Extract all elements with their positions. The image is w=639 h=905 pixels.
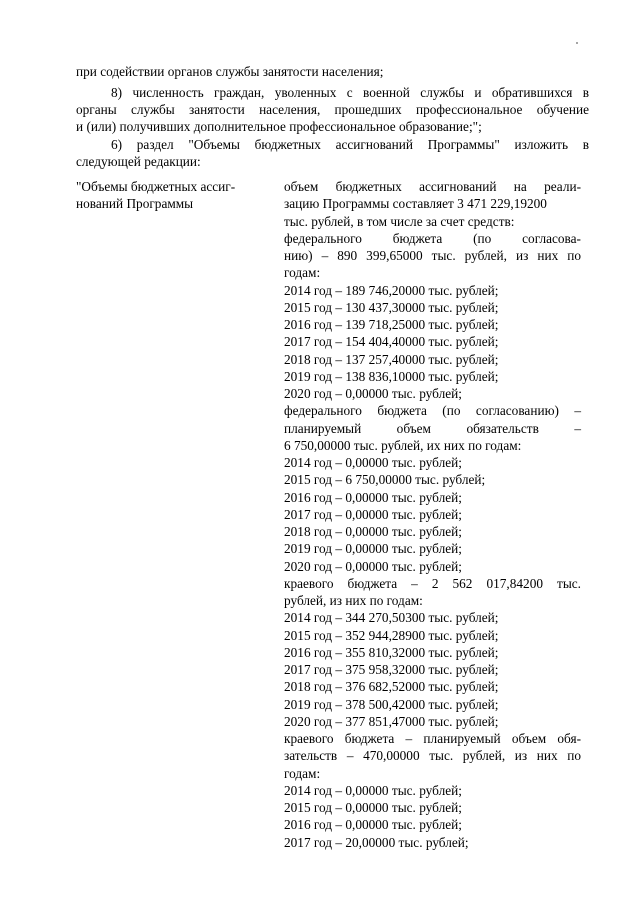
budget-line: 2016 год – 0,00000 тыс. рублей; <box>284 490 462 505</box>
budget-line: зательств – 470,00000 тыс. рублей, из них по <box>284 748 581 763</box>
budget-line: 6 750,00000 тыс. рублей, их них по годам: <box>284 438 522 453</box>
budget-line: 2020 год – 0,00000 тыс. рублей; <box>284 559 462 574</box>
budget-line: 2015 год – 130 437,30000 тыс. рублей; <box>284 300 499 315</box>
budget-line: 2018 год – 376 682,52000 тыс. рублей; <box>284 679 499 694</box>
budget-line: краевого бюджета – планируемый объем обя- <box>284 731 581 746</box>
budget-line: 2017 год – 0,00000 тыс. рублей; <box>284 507 462 522</box>
budget-line: 2018 год – 137 257,40000 тыс. рублей; <box>284 352 499 367</box>
budget-line: 2018 год – 0,00000 тыс. рублей; <box>284 524 462 539</box>
budget-line: годам: <box>284 265 321 280</box>
budget-line: 2019 год – 138 836,10000 тыс. рублей; <box>284 369 499 384</box>
budget-line: тыс. рублей, в том числе за счет средств: <box>284 214 515 229</box>
budget-line: 2014 год – 0,00000 тыс. рублей; <box>284 783 462 798</box>
budget-label-line-2: нований Программы <box>76 196 194 211</box>
intro-line-6: следующей редакции: <box>76 154 201 169</box>
budget-line: федерального бюджета (по согласова- <box>284 231 581 246</box>
budget-line: 2015 год – 0,00000 тыс. рублей; <box>284 800 462 815</box>
budget-line: 2014 год – 0,00000 тыс. рублей; <box>284 455 462 470</box>
budget-line: рублей, из них по годам: <box>284 593 423 608</box>
budget-line: зацию Программы составляет 3 471 229,19200 <box>284 196 547 211</box>
budget-line: 2020 год – 0,00000 тыс. рублей; <box>284 386 462 401</box>
budget-line: 2019 год – 0,00000 тыс. рублей; <box>284 541 462 556</box>
budget-line: 2016 год – 0,00000 тыс. рублей; <box>284 817 462 832</box>
budget-line: 2016 год – 355 810,32000 тыс. рублей; <box>284 645 499 660</box>
budget-line: объем бюджетных ассигнований на реали- <box>284 179 581 194</box>
budget-line: нию) – 890 399,65000 тыс. рублей, из них по <box>284 248 581 263</box>
budget-line: 2019 год – 378 500,42000 тыс. рублей; <box>284 697 499 712</box>
budget-line: годам: <box>284 766 321 781</box>
intro-line-3: органы службы занятости населения, прошедших профессиональное обучение <box>76 102 589 117</box>
budget-line: 2015 год – 6 750,00000 тыс. рублей; <box>284 472 486 487</box>
budget-line: планируемый объем обязательств – <box>284 421 581 436</box>
budget-line: 2016 год – 139 718,25000 тыс. рублей; <box>284 317 499 332</box>
budget-line: 2014 год – 189 746,20000 тыс. рублей; <box>284 283 499 298</box>
budget-line: краевого бюджета – 2 562 017,84200 тыс. <box>284 576 581 591</box>
intro-line-2: 8) численность граждан, уволенных с военной службы и обратившихся в <box>111 85 589 100</box>
budget-label-line-1: "Объемы бюджетных ассиг- <box>76 179 236 194</box>
scan-speck <box>576 42 578 44</box>
budget-line: 2020 год – 377 851,47000 тыс. рублей; <box>284 714 499 729</box>
budget-line: 2015 год – 352 944,28900 тыс. рублей; <box>284 628 499 643</box>
budget-line: 2017 год – 375 958,32000 тыс. рублей; <box>284 662 499 677</box>
intro-line-4: и (или) получивших дополнительное профессиональное образование;"; <box>76 119 482 134</box>
intro-line-1: при содействии органов службы занятости населения; <box>76 64 384 79</box>
intro-line-5: 6) раздел "Объемы бюджетных ассигнований Программы" изложить в <box>111 137 589 152</box>
budget-line: 2017 год – 20,00000 тыс. рублей; <box>284 835 469 850</box>
budget-line: федерального бюджета (по согласованию) – <box>284 403 581 418</box>
budget-line: 2017 год – 154 404,40000 тыс. рублей; <box>284 334 499 349</box>
budget-line: 2014 год – 344 270,50300 тыс. рублей; <box>284 610 499 625</box>
